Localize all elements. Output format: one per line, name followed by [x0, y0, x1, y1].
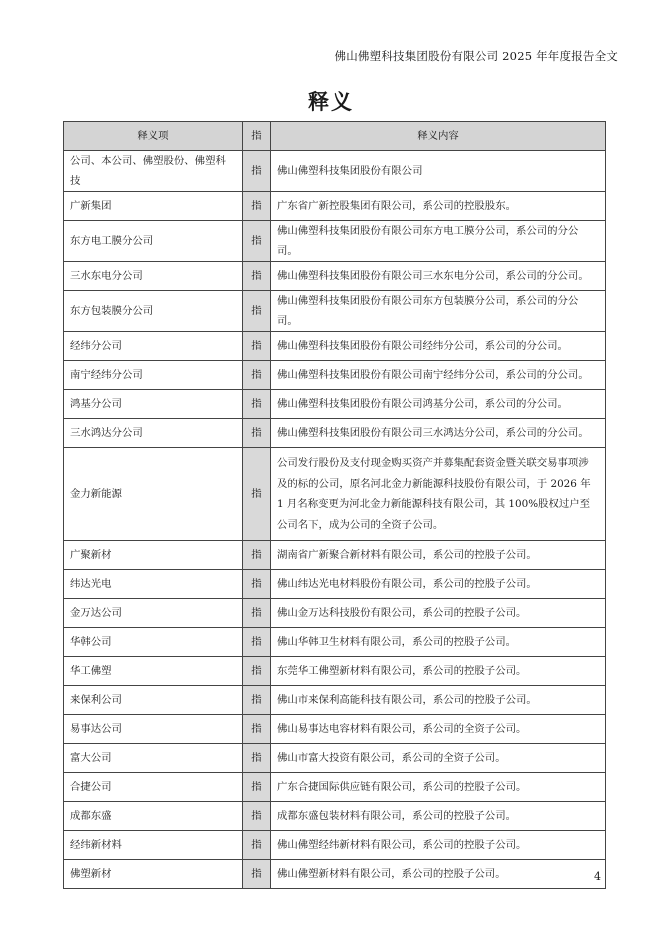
definition-cell: 佛山金万达科技股份有限公司，系公司的控股子公司。 [271, 599, 606, 628]
indicator-cell: 指 [243, 686, 271, 715]
definition-cell: 东莞华工佛塑新材料有限公司，系公司的控股子公司。 [271, 657, 606, 686]
table-row [64, 390, 606, 419]
definition-cell: 佛山市来保利高能科技有限公司，系公司的控股子公司。 [271, 686, 606, 715]
term-cell: 广聚新材 [64, 541, 243, 570]
indicator-cell: 指 [243, 361, 271, 390]
indicator-cell: 指 [243, 192, 271, 221]
definition-cell: 佛山佛塑科技集团股份有限公司东方电工膜分公司，系公司的分公司。 [271, 221, 606, 262]
term-cell: 三水鸿达分公司 [64, 419, 243, 448]
definition-cell: 佛山佛塑科技集团股份有限公司三水鸿达分公司，系公司的分公司。 [271, 419, 606, 448]
term-cell: 佛塑新材 [64, 860, 243, 889]
indicator-cell: 指 [243, 628, 271, 657]
header-indicator: 指 [243, 122, 271, 151]
table-row [64, 570, 606, 599]
table-row [64, 448, 606, 541]
term-cell: 南宁经纬分公司 [64, 361, 243, 390]
table-row [64, 744, 606, 773]
indicator-cell: 指 [243, 744, 271, 773]
definition-cell: 佛山华韩卫生材料有限公司，系公司的控股子公司。 [271, 628, 606, 657]
table-row [64, 541, 606, 570]
table-row [64, 291, 606, 332]
term-cell: 纬达光电 [64, 570, 243, 599]
term-cell: 合捷公司 [64, 773, 243, 802]
table-row [64, 686, 606, 715]
indicator-cell: 指 [243, 570, 271, 599]
table-row [64, 831, 606, 860]
report-header: 佛山佛塑科技集团股份有限公司 2025 年年度报告全文 [334, 49, 618, 63]
table-row [64, 860, 606, 889]
header-definition: 释义内容 [271, 122, 606, 151]
definitions-table [63, 121, 606, 889]
indicator-cell: 指 [243, 541, 271, 570]
page-number: 4 [594, 870, 601, 883]
definition-cell: 佛山纬达光电材料股份有限公司，系公司的控股子公司。 [271, 570, 606, 599]
term-cell: 三水东电分公司 [64, 262, 243, 291]
term-cell: 金力新能源 [64, 448, 243, 541]
definition-cell: 佛山佛塑科技集团股份有限公司 [271, 151, 606, 192]
term-cell: 经纬新材料 [64, 831, 243, 860]
table-row [64, 151, 606, 192]
term-cell: 东方包装膜分公司 [64, 291, 243, 332]
indicator-cell: 指 [243, 291, 271, 332]
table-row [64, 802, 606, 831]
definition-cell: 公司发行股份及支付现金购买资产并募集配套资金暨关联交易事项涉及的标的公司，原名河北金力新能源科技股份有限公司，于 2026 年 1 月名称变更为河北金力新能源科技有限公司，其 100%股权过户至公司名下，成为公司的全资子公司。 [271, 448, 606, 541]
definition-cell: 广东省广新控股集团有限公司，系公司的控股股东。 [271, 192, 606, 221]
indicator-cell: 指 [243, 419, 271, 448]
table-header-row [64, 122, 606, 151]
table-row [64, 715, 606, 744]
table-row [64, 192, 606, 221]
table-row [64, 419, 606, 448]
indicator-cell: 指 [243, 390, 271, 419]
indicator-cell: 指 [243, 448, 271, 541]
term-cell: 华工佛塑 [64, 657, 243, 686]
indicator-cell: 指 [243, 860, 271, 889]
definition-cell: 佛山易事达电容材料有限公司，系公司的全资子公司。 [271, 715, 606, 744]
term-cell: 东方电工膜分公司 [64, 221, 243, 262]
term-cell: 广新集团 [64, 192, 243, 221]
indicator-cell: 指 [243, 599, 271, 628]
term-cell: 鸿基分公司 [64, 390, 243, 419]
table-row [64, 773, 606, 802]
indicator-cell: 指 [243, 802, 271, 831]
page-title: 释义 [308, 89, 354, 114]
indicator-cell: 指 [243, 657, 271, 686]
definition-cell: 佛山佛塑经纬新材料有限公司，系公司的控股子公司。 [271, 831, 606, 860]
indicator-cell: 指 [243, 221, 271, 262]
definition-cell: 佛山佛塑科技集团股份有限公司南宁经纬分公司，系公司的分公司。 [271, 361, 606, 390]
term-cell: 来保利公司 [64, 686, 243, 715]
term-cell: 华韩公司 [64, 628, 243, 657]
term-cell: 金万达公司 [64, 599, 243, 628]
indicator-cell: 指 [243, 831, 271, 860]
definition-cell: 佛山佛塑科技集团股份有限公司三水东电分公司，系公司的分公司。 [271, 262, 606, 291]
definition-cell: 成都东盛包装材料有限公司，系公司的控股子公司。 [271, 802, 606, 831]
table-row [64, 221, 606, 262]
table-row [64, 657, 606, 686]
definition-cell: 佛山佛塑科技集团股份有限公司经纬分公司，系公司的分公司。 [271, 332, 606, 361]
indicator-cell: 指 [243, 262, 271, 291]
definition-cell: 广东合捷国际供应链有限公司，系公司的控股子公司。 [271, 773, 606, 802]
definition-cell: 佛山市富大投资有限公司，系公司的全资子公司。 [271, 744, 606, 773]
term-cell: 成都东盛 [64, 802, 243, 831]
definition-cell: 佛山佛塑科技集团股份有限公司东方包装膜分公司，系公司的分公司。 [271, 291, 606, 332]
indicator-cell: 指 [243, 773, 271, 802]
definition-cell: 佛山佛塑科技集团股份有限公司鸿基分公司，系公司的分公司。 [271, 390, 606, 419]
term-cell: 经纬分公司 [64, 332, 243, 361]
table-row [64, 262, 606, 291]
term-cell: 公司、本公司、佛塑股份、佛塑科技 [64, 151, 243, 192]
term-cell: 富大公司 [64, 744, 243, 773]
indicator-cell: 指 [243, 332, 271, 361]
definition-cell: 佛山佛塑新材料有限公司，系公司的控股子公司。 [271, 860, 606, 889]
table-row [64, 599, 606, 628]
indicator-cell: 指 [243, 151, 271, 192]
header-term: 释义项 [64, 122, 243, 151]
table-row [64, 628, 606, 657]
definition-cell: 湖南省广新聚合新材料有限公司，系公司的控股子公司。 [271, 541, 606, 570]
table-row [64, 332, 606, 361]
indicator-cell: 指 [243, 715, 271, 744]
table-row [64, 361, 606, 390]
term-cell: 易事达公司 [64, 715, 243, 744]
